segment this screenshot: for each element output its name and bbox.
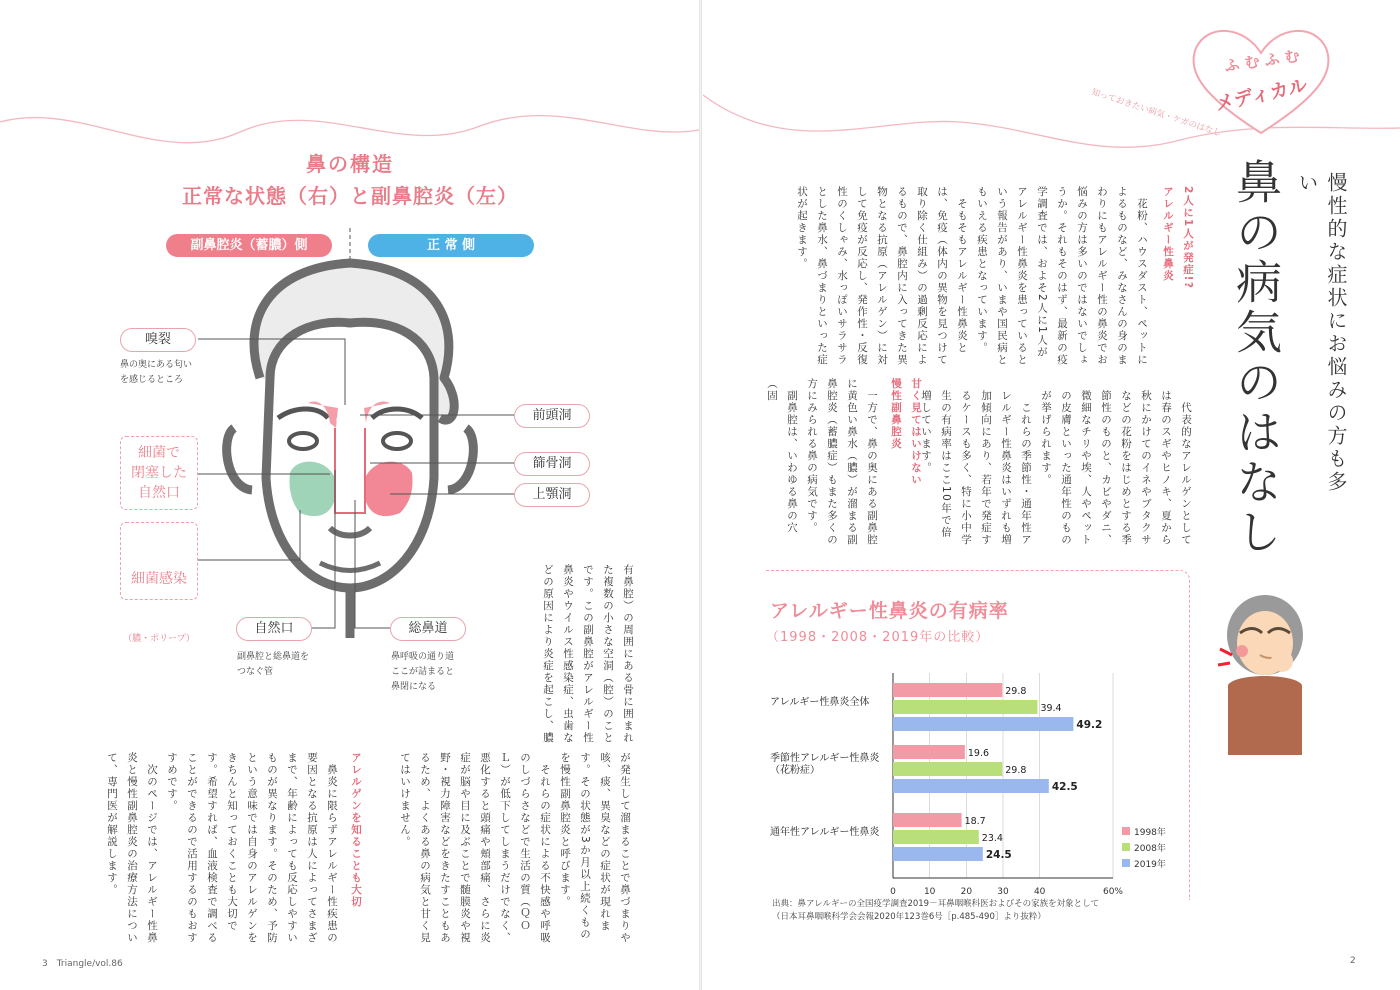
- bar-value-label: 24.5: [985, 849, 1012, 861]
- bar-value-label: 19.6: [967, 748, 990, 759]
- bar: [893, 813, 962, 827]
- category-label: （花粉症）: [770, 765, 820, 776]
- common-meatus-note: 鼻呼吸の通り道 ここが詰まると 鼻閉になる: [391, 652, 455, 692]
- category-label: 季節性アレルギー性鼻炎: [770, 753, 880, 764]
- bar-value-label: 18.7: [964, 816, 986, 827]
- bar-value-label: 39.4: [1040, 703, 1062, 714]
- headline-main: [1228, 158, 1284, 558]
- right-body-3: 一方で、鼻の奥にある副鼻腔に黄色い鼻水（膿）が溜まる副鼻腔炎（蓄膿症）もまた多くの方にみられる鼻の病気です。 副鼻腔は、いわゆる鼻の穴（固: [766, 378, 878, 546]
- category-label: アレルギー性鼻炎全体: [770, 697, 870, 708]
- bacterial-infection-label: 細菌感染: [131, 571, 187, 587]
- normal-side-label: 正 常 側: [368, 234, 534, 257]
- right-body-2: 代表的なアレルゲンとしては春のスギやヒノキ、夏から秋にかけてのイネやブタクサなどの花粉をはじめとする季節性のものと、カビやダニ、微細なチリや埃、人やペットの皮膚といった通年性のものが挙げられます。 これらの季節性・通年性アレルギー性鼻炎はいずれも増加傾向にあり、若年で発症するケースも多く、特に小中学生の有病率はここ10年で倍増しています。: [920, 390, 1192, 546]
- bar: [893, 717, 1073, 731]
- x-tick-label: 0: [890, 887, 896, 897]
- ethmoid-sinus-label: 篩骨洞: [514, 452, 590, 476]
- right-heading-2: 甘く見てはいけない 慢性副鼻腔炎: [890, 378, 922, 486]
- left-body-top: 有鼻腔）の周囲にある骨に囲まれた複数の小さな空洞（腔）のことです。この副鼻腔がアレルギー性鼻炎やウイルス性感染症、虫歯などの原因により炎症を起こし、膿: [542, 564, 634, 744]
- left-body-bottom: が発生して溜まることで鼻づまりや咳、痰、異臭などの症状が現れます。その状態が3か月以上続くものを慢性副鼻腔炎と呼びます。 それらの症状による不快感や呼吸のしづらさなどで生活の質（ＱＯＬ）が低下してしまうだけでなく、悪化すると頭痛や頬部痛、さらに炎症が脳や目に及ぶことで髄膜炎や視野・視力障害などをきたすこともあるため、よくある鼻の病気と甘く見てはいけません。: [399, 752, 631, 944]
- left-folio: 3 Triangle/vol.86: [42, 959, 123, 969]
- olfactory-cleft-note: 鼻の奥にある匂い を感じるところ: [120, 360, 193, 385]
- blocked-ostium-label: 細菌で 閉塞した 自然口: [120, 436, 198, 510]
- common-meatus-label: 総鼻道: [390, 617, 466, 641]
- bar: [893, 745, 965, 759]
- legend-label: 2019年: [1134, 860, 1166, 870]
- headline-main-text: 鼻の病気のはなし: [1229, 158, 1283, 558]
- x-tick-label: 60%: [1102, 887, 1124, 897]
- left-heading-allergen: アレルゲンを知ることも大切: [350, 752, 362, 908]
- bar: [893, 830, 979, 844]
- bar: [893, 683, 1002, 697]
- chart-subtitle: （1998・2008・2019年の比較）: [766, 630, 990, 645]
- bar: [893, 779, 1049, 793]
- bar-value-label: 29.8: [1005, 686, 1027, 697]
- bar-value-label: 23.4: [981, 833, 1003, 844]
- left-body-allergen: 鼻炎に限らずアレルギー性疾患の要因となる抗原は人によってさまざまで、年齢によっても反応しやすいものが異なります。そのため、予防という意味では自身のアレルゲンをきちんと知っておくことも大切です。希望すれば、血液検査で調べることができるので活用するのもおすすめです。 次のページでは、アレルギー性鼻炎と慢性副鼻腔炎の治療方法について、専門医が解説します。: [106, 752, 338, 944]
- category-label: 通年性アレルギー性鼻炎: [770, 827, 880, 838]
- logo-top-text: ふ む ふ む: [1223, 46, 1301, 76]
- right-body-1: 花粉、ハウスダスト、ペットによるものなど、みなさんの身のまわりにもアレルギー性の鼻炎でお悩みの方は多いのではないでしょうか。それもそのはず、最新の疫学調査では、およそ2人に1人がアレルギー性鼻炎を患っているという報告があり、いまや国民病ともいえる疾患となっています。 そもそもアレルギー性鼻炎とは、免疫（体内の異物を見つけて取り除く仕組み）の過剰反応によるもので、鼻腔内に入ってきた異物となる抗原（アレルゲン）に対して免疫が反応し、発作性・反復性のくしゃみ、水っぽいサラサラとした鼻水、鼻づまりといった症状が起きます。: [796, 186, 1148, 366]
- prevalence-bar-chart: [760, 665, 1180, 895]
- chart-title: アレルギー性鼻炎の有病率: [770, 600, 1009, 622]
- old-man-sneezing-illustration: [1210, 585, 1320, 755]
- bar: [893, 847, 983, 861]
- x-tick-label: 20: [960, 887, 973, 897]
- right-folio: 2: [1350, 956, 1356, 966]
- x-tick-label: 30: [997, 887, 1009, 897]
- figure-title-2: 正常な状態（右）と副鼻腔炎（左）: [182, 184, 518, 208]
- chart-source: 出典：鼻アレルギーの全国疫学調査2019－耳鼻咽喉科医およびその家族を対象として （日本耳鼻咽喉科学会会報2020年123巻6号［p.485-490］より抜粋）: [772, 899, 1100, 922]
- bar: [893, 700, 1037, 714]
- legend-swatch: [1122, 827, 1130, 835]
- frontal-sinus-label: 前頭洞: [514, 404, 590, 428]
- bar-value-label: 42.5: [1051, 781, 1078, 793]
- logo-tagline: 知っておきたい病気・ケガのはなし: [1090, 87, 1223, 139]
- sinusitis-side-label: 副鼻腔炎（蓄膿）側: [166, 234, 332, 257]
- natural-ostium-label: 自然口: [236, 617, 312, 641]
- headline-sub: 慢性的な症状にお悩みの方も多い: [1295, 172, 1348, 494]
- bar-value-label: 29.8: [1005, 765, 1027, 776]
- legend-swatch: [1122, 859, 1130, 867]
- figure-title-1: 鼻の構造: [306, 152, 394, 176]
- x-tick-label: 40: [1033, 887, 1046, 897]
- maxillary-sinus-label: 上顎洞: [514, 483, 590, 507]
- legend-swatch: [1122, 843, 1130, 851]
- bar: [893, 762, 1002, 776]
- right-heading-1: 2人に1人が発症!? アレルギー性鼻炎: [1162, 186, 1194, 290]
- bar-value-label: 49.2: [1076, 719, 1103, 731]
- natural-ostium-note: 副鼻腔と総鼻道を つなぐ管: [237, 652, 310, 677]
- logo-main-text: メディカル: [1213, 74, 1310, 116]
- legend-label: 2008年: [1134, 844, 1166, 854]
- legend-label: 1998年: [1134, 828, 1166, 838]
- bacterial-infection-sub: （膿・ポリープ）: [123, 634, 195, 644]
- olfactory-cleft-label: 嗅裂: [120, 328, 196, 352]
- x-tick-label: 10: [923, 887, 936, 897]
